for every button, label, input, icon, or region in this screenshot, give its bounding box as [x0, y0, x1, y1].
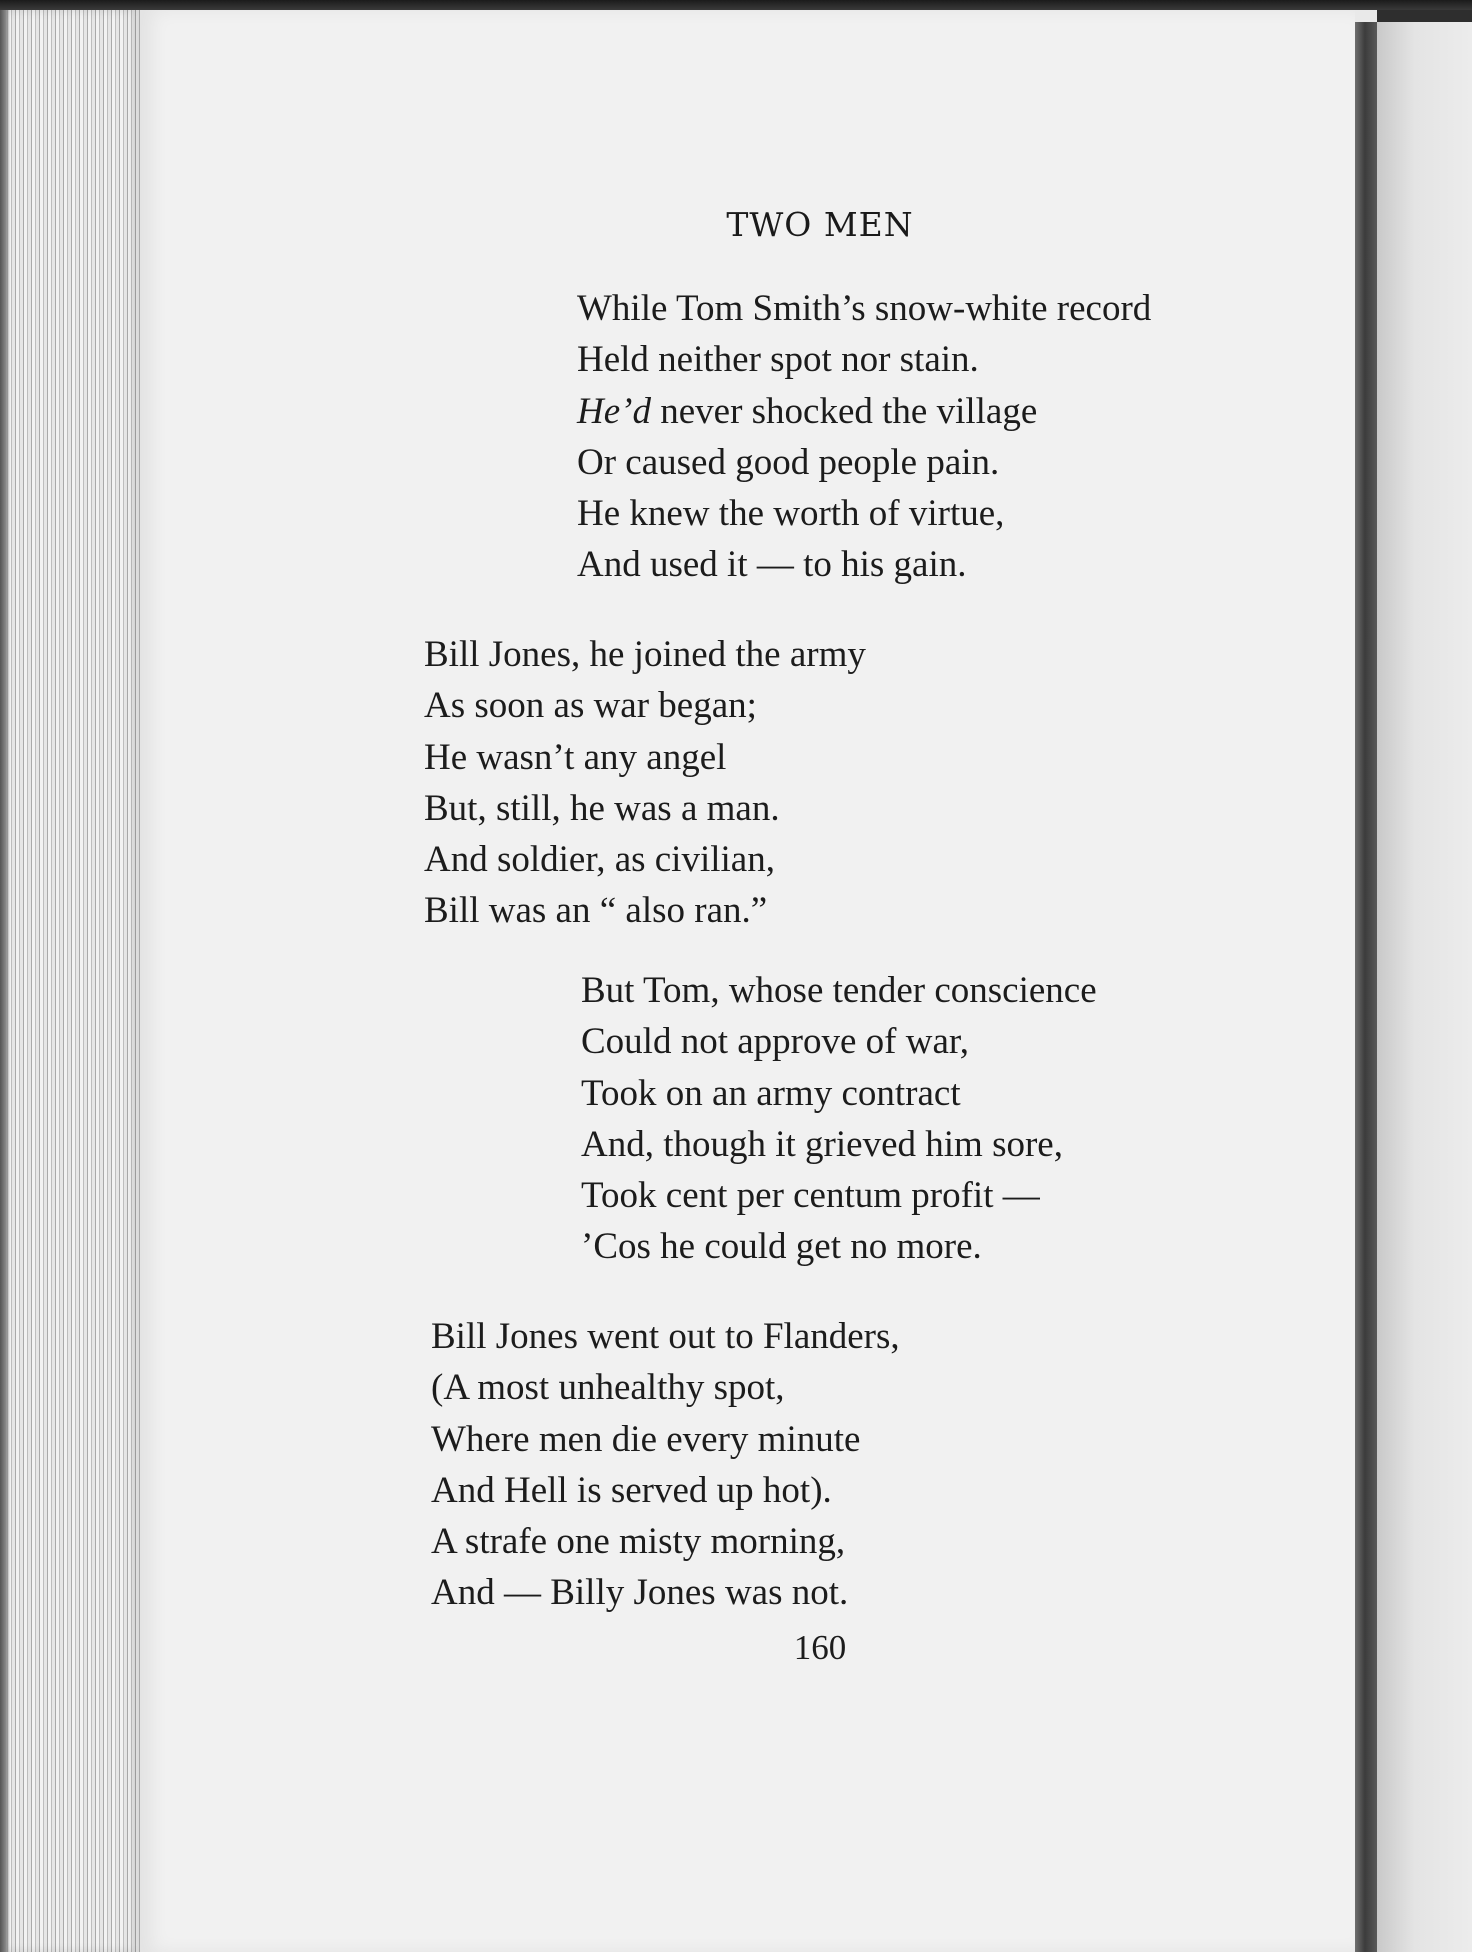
poem-line [577, 386, 1151, 437]
page-number: 160 [793, 1628, 847, 1667]
poem-line: A strafe one misty morning, [431, 1521, 846, 1563]
poem-line: But, still, he was a man. [424, 787, 780, 829]
poem-line: He wasn’t any angel [424, 736, 727, 778]
stanza-1 [577, 283, 1151, 591]
poem-line: Took cent per centum profit — [581, 1175, 1040, 1217]
scan-top-shadow [0, 0, 1472, 10]
poem-line: Bill Jones, he joined the army [424, 634, 866, 675]
poem-line: Could not approve of war, [581, 1021, 969, 1063]
poem-line: But Tom, whose tender conscience [581, 970, 1097, 1011]
poem-line: While Tom Smith’s snow-white record [577, 288, 1152, 329]
poem-line: ’Cos he could get no more. [581, 1226, 982, 1268]
stanza-2 [424, 629, 866, 937]
poem-line: Held neither spot nor stain. [577, 339, 979, 381]
italic-word: He’d [577, 390, 651, 432]
facing-page-edge [1377, 22, 1472, 1952]
poem-line: As soon as war began; [424, 685, 757, 727]
book-gutter [1355, 22, 1377, 1952]
poem-title: TWO MEN [726, 205, 914, 244]
poem-line: And used it — to his gain. [577, 544, 967, 586]
poem-line: And soldier, as civilian, [424, 839, 775, 881]
stanza-4 [431, 1311, 900, 1619]
poem-line: And — Billy Jones was not. [431, 1572, 849, 1614]
stanza-3 [581, 965, 1097, 1273]
poem-line: Bill Jones went out to Flanders, [431, 1316, 900, 1357]
poem-line: (A most unhealthy spot, [431, 1367, 785, 1409]
poem-line: Or caused good people pain. [577, 441, 1000, 483]
poem-line: Bill was an “ also ran.” [424, 890, 768, 932]
book-page-edges [0, 10, 140, 1952]
poem-line: He knew the worth of virtue, [577, 493, 1005, 535]
poem-line: Took on an army contract [581, 1072, 961, 1114]
poem-line: Where men die every minute [431, 1418, 861, 1460]
poem-line: And, though it grieved him sore, [581, 1123, 1063, 1165]
poem-line-rest: never shocked the village [660, 390, 1038, 432]
poem-line: And Hell is served up hot). [431, 1469, 832, 1511]
